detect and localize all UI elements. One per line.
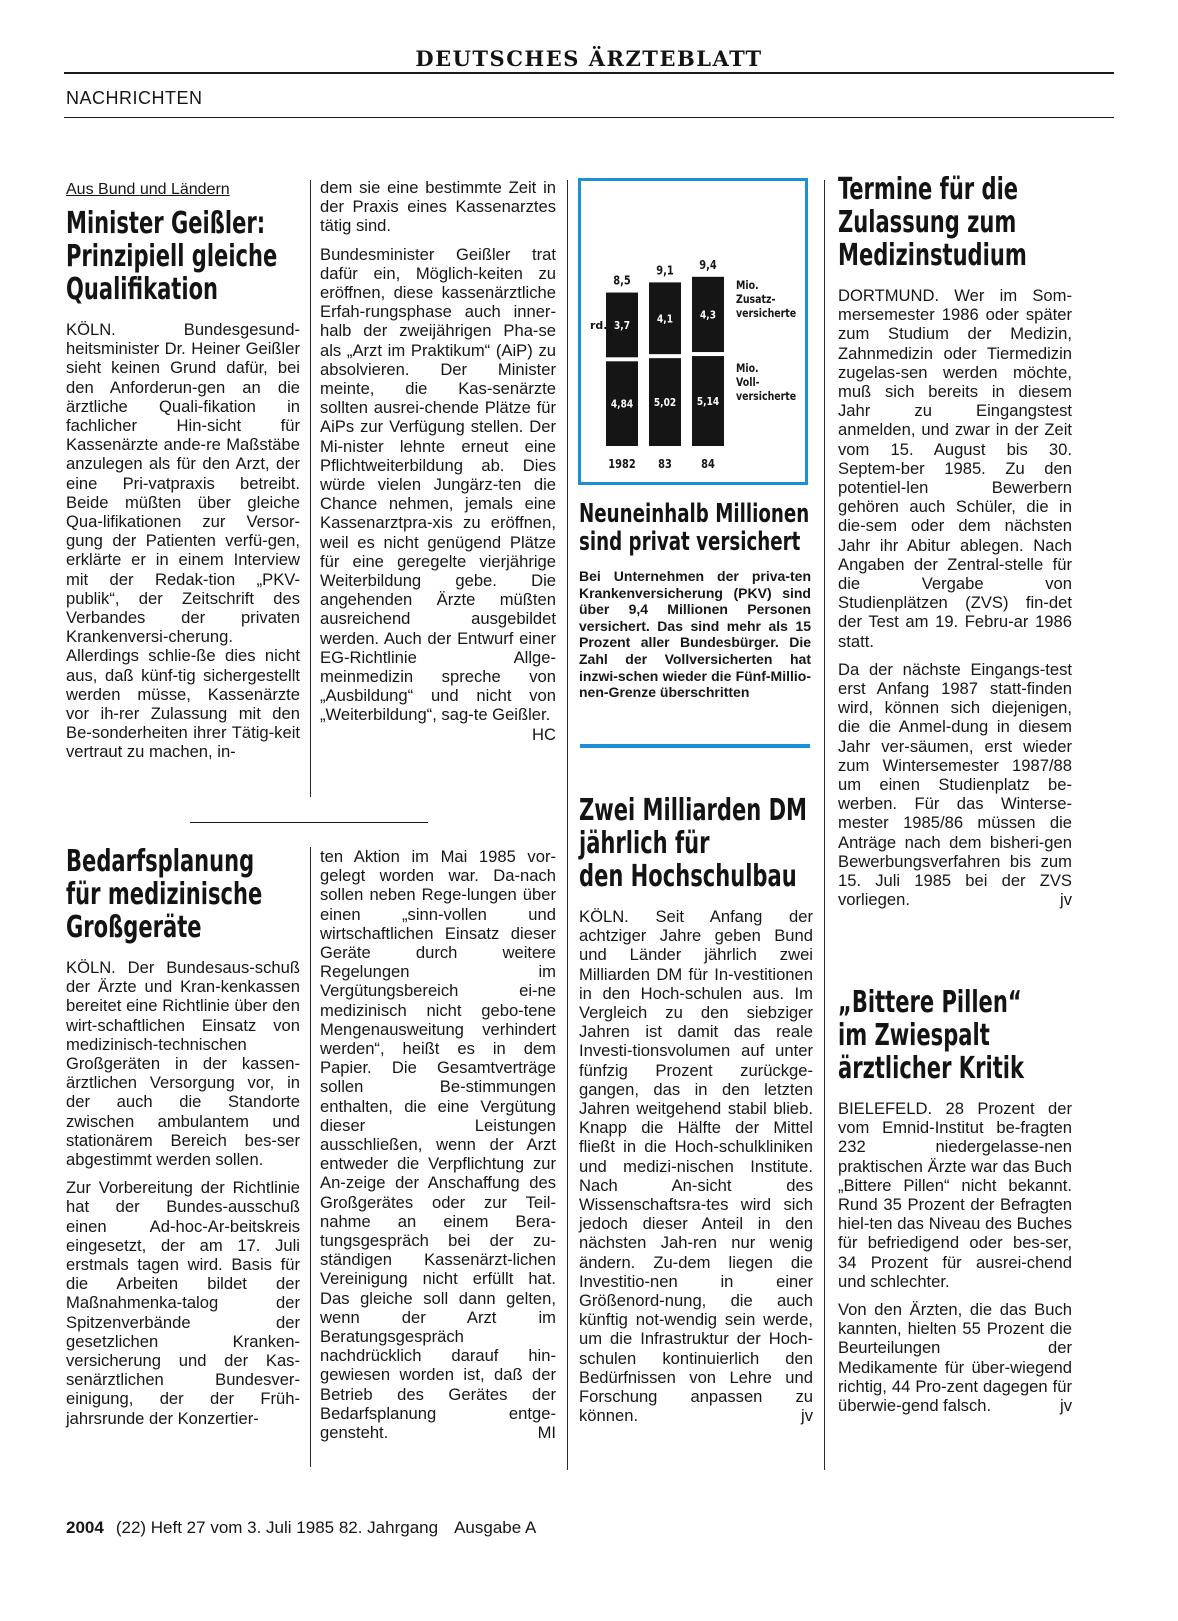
bar-value-label: 3,7: [614, 320, 630, 333]
article-headline: [838, 986, 1072, 1085]
headline-line: ärztlicher Kritik: [838, 1051, 1024, 1086]
x-tick-label: 1982: [608, 457, 636, 472]
article-headline: [66, 845, 300, 944]
bar-value-label: 5,02: [653, 397, 677, 410]
page-footer: [66, 1518, 536, 1538]
paragraph-text: KÖLN. Seit Anfang der achtziger Jahre geben Bund und Länder jährlich zwei Milliarden DM für In-vestitionen in den Hoch-schulen aus. Im Vergleich zu den siebziger Jahren ist damit das reale Investi-tionsvolumen auf unter fünfzig Prozent zurückge-gangen, das in den letzten Jahren weitgehend stabil blieb. Knapp die Hälfte der Mittel fließt in die Hoch-schulkliniken und medizi-nischen Institute. Nach An-sicht des Wissenschaftsra-tes wird sich jedoch dieser Anteil in den nächsten Jah-ren nur wenig ändern. Zu-dem liegen die Investitio-nen in einer Größenord-nung, die auch künftig not-wendig sein werde, um die Infrastruktur der Hoch-schulen kontinuierlich den Bedürfnissen von Lehre und Forschung anpassen zu können.: [579, 907, 813, 1426]
paragraph: Zur Vorbereitung der Richtlinie hat der Bundes-ausschuß einen Ad-hoc-Ar-beitskreis eingesetzt, der am 17. Juli erstmals tagen wird. Basis für die Arbeiten bildet der Maßnahmenka-talog der Spitzenverbände der gesetzlichen Kranken-versicherung und der Kas-senärztlichen Bundesver-einigung, der der Früh-jahrsrunde der Konzertier-: [66, 1178, 300, 1428]
bar-value-label: 5,14: [696, 396, 720, 409]
legend-zusatzversicherte: Zusatz-: [736, 292, 776, 307]
article-kicker: Aus Bund und Ländern: [66, 181, 230, 198]
article-body: [838, 286, 1072, 910]
paragraph: [838, 660, 1072, 910]
paragraph: DORTMUND. Wer im Som-mersemester 1986 oder später zum Studium der Medizin, Zahnmedizin oder Tiermedizin zugelas-sen werden möchte, muß sich bereits in diesem Jahr zu Eingangstest anmelden, und zwar in der Zeit vom 15. August bis 30. Septem-ber 1985. Zu den potentiel-len Bewerbern gehören auch Schüler, die in die-sem oder dem nächsten Jahr ihr Abitur ablegen. Nach Angaben der Zentral-stelle für die Vergabe von Studienplätzen (ZVS) fin-det der Test am 19. Febru-ar 1986 statt.: [838, 286, 1072, 651]
article-body-col2: [320, 178, 556, 744]
headline-line: im Zwiespalt: [838, 1018, 990, 1053]
legend-vollversicherte: versicherte: [736, 390, 797, 404]
masthead-rule-bottom: [64, 117, 1114, 118]
article-body-col2: [320, 847, 556, 1442]
paragraph-text: Da der nächste Eingangs-test erst Anfang 1987 statt-finden wird, können sich diejenigen, die die Anmel-dung in diesem Jahr ver-säumen, erst wieder zum Wintersemester 1987/88 um einen Studienplatz be-werben. Für das Winterse-mester 1985/86 müssen die Anträge nach dem bisheri-gen Bewerbungsverfahren bis zum 15. Juli 1985 bei der ZVS vorliegen.: [838, 659, 1072, 910]
article-hochschul: [579, 794, 813, 1425]
author-signature: jv: [801, 1406, 813, 1426]
headline-line: sind privat versichert: [579, 527, 801, 557]
bar-value-label: 4,1: [657, 313, 673, 326]
paragraph: BIELEFELD. 28 Prozent der vom Emnid-Institut be-fragten 232 niedergelasse-nen praktischen Ärzte war das Buch „Bittere Pillen“ nicht bekannt. Rund 35 Prozent der Befragten hiel-ten das Niveau des Buches für befriedigend oder bes-ser, 34 Prozent für ausrei-chend und schlechter.: [838, 1099, 1072, 1291]
headline-line: den Hochschulbau: [579, 859, 797, 894]
masthead-rule-top: [64, 72, 1114, 74]
headline-line: Großgeräte: [66, 910, 202, 945]
author-signature: jv: [1060, 1396, 1072, 1416]
article-headline: [66, 207, 300, 306]
article-separator: [190, 822, 428, 823]
page-number: 2004: [66, 1518, 104, 1537]
article-body: [838, 1099, 1072, 1415]
headline-line: Medizinstudium: [838, 238, 1027, 273]
paragraph: [838, 1300, 1072, 1415]
bar-value-label: 4,84: [610, 398, 634, 411]
article-body-col1: [66, 320, 300, 762]
column-divider: [310, 847, 311, 1467]
accent-rule: [580, 744, 810, 748]
article-pkv: [579, 500, 811, 701]
paragraph: [579, 907, 813, 1425]
article-body: [579, 907, 813, 1425]
headline-line: Zulassung zum: [838, 205, 1017, 240]
headline-line: „Bittere Pillen“: [838, 985, 1022, 1020]
article-pillen: [838, 986, 1072, 1415]
author-signature: jv: [1060, 890, 1072, 910]
article-body-col1: [66, 958, 300, 1428]
paragraph: [320, 244, 556, 744]
article-bedarf: [66, 845, 300, 1428]
article-headline: [838, 173, 1072, 272]
insurance-bar-chart: [578, 178, 808, 485]
headline-line: Prinzipiell gleiche: [66, 239, 278, 274]
total-value-label: 9,4: [699, 257, 717, 273]
rd-prefix: rd.: [590, 318, 608, 332]
issue-info: (22) Heft 27 vom 3. Juli 1985 82. Jahrgang: [115, 1518, 439, 1537]
headline-line: jährlich für: [579, 826, 710, 861]
column-divider: [567, 180, 568, 1470]
article-geissler: [66, 180, 300, 762]
headline-line: für medizinische: [66, 877, 263, 912]
article-termine: [838, 173, 1072, 910]
author-signature: HC: [532, 724, 556, 744]
headline-line: Zwei Milliarden DM: [579, 793, 808, 828]
paragraph: [320, 847, 556, 1442]
paragraph-text: Von den Ärzten, die das Buch kannten, hielten 55 Prozent die Beurteilungen der Medikamente für über-wiegend richtig, 44 Pro-zent dagegen für überwie-gend falsch.: [838, 1300, 1072, 1416]
insurance-chart: [578, 178, 808, 485]
section-label: NACHRICHTEN: [66, 88, 203, 108]
headline-line: Neuneinhalb Millionen: [579, 499, 810, 529]
legend-zusatzversicherte: versicherte: [736, 306, 797, 321]
paragraph: KÖLN. Bundesgesund-heitsminister Dr. Heiner Geißler sieht keinen Grund dafür, bei den Anforderun-gen an die ärztliche Quali-fikation in fachlicher Hin-sicht für Kassenärzte ande-re Maßstäbe anzulegen als für den Arzt, der eine Pri-vatpraxis betreibt. Beide müßten über gleiche Qua-lifikationen zur Versor-gung der Patienten verfü-gen, erklärte er in einem Interview mit der Redak-tion „PKV-publik“, der Zeitschrift des Verbandes der privaten Krankenversi-cherung. Allerdings schlie-ße dies nicht aus, daß künf-tig sichergestellt werden müsse, Kassenärzte vor ih-rer Zulassung mit den Be-sonderheiten ihrer Tätig-keit vertraut zu machen, in-: [66, 320, 300, 762]
column-divider: [310, 180, 311, 797]
x-tick-label: 84: [701, 457, 715, 472]
total-value-label: 8,5: [613, 273, 631, 288]
edition-label: Ausgabe A: [454, 1518, 537, 1537]
article-teaser: Bei Unternehmen der priva-ten Krankenversicherung (PKV) sind über 9,4 Millionen Personen versichert. Das sind mehr als 15 Prozent aller Bundesbürger. Die Zahl der Vollversicherten hat inzwi-schen wieder die Fünf-Millio-nen-Grenze überschritten: [579, 568, 811, 701]
author-signature: MI: [537, 1423, 556, 1443]
legend-vollversicherte: Mio.: [736, 362, 759, 376]
legend-vollversicherte: Voll-: [736, 376, 760, 390]
bar-value-label: 4,3: [700, 309, 716, 322]
headline-line: Termine für die: [838, 172, 1019, 207]
paragraph: KÖLN. Der Bundesaus-schuß der Ärzte und Kran-kenkassen bereitet eine Richtlinie über den wirt-schaftlichen Einsatz von medizinisch-technischen Großgeräten in der kassen-ärztlichen Versorgung vor, in der auch die Standorte zwischen ambulantem und stationärem Bereich bes-ser abgestimmt werden sollen.: [66, 958, 300, 1170]
paragraph-text: ten Aktion im Mai 1985 vor-gelegt worden war. Da-nach sollen neben Rege-lungen über einen „sinn-vollen und wirtschaftlichen Einsatz dieser Geräte durch weitere Regelungen im Vergütungsbereich ei-ne medizinisch nicht gebo-tene Mengenausweitung verhindert werden“, heißt es in dem Papier. Die Gesamtverträge sollen Be-stimmungen enthalten, die eine Vergütung dieser Leistungen ausschließen, wenn der Arzt entweder die Verpflichtung zur An-zeige der Anschaffung des Großgerätes oder zur Teil-nahme an einem Bera-tungsgespräch bei der zu-ständigen Kassenärzt-lichen Vereinigung nicht erfüllt hat. Das gleiche soll dann gelten, wenn der Arzt im Beratungsgespräch nachdrücklich darauf hin-gewiesen worden ist, daß der Betrieb des Gerätes der Bedarfsplanung entge-gensteht.: [320, 847, 556, 1443]
headline-line: Bedarfsplanung: [66, 844, 255, 879]
column-divider: [824, 180, 825, 1470]
paragraph: dem sie eine bestimmte Zeit in der Praxis eines Kassenarztes tätig sind.: [320, 178, 556, 236]
article-geissler-col2: [320, 178, 556, 744]
paragraph-text: Bundesminister Geißler trat dafür ein, Möglich-keiten zu eröffnen, diese kassenärztliche Erfah-rungsphase auch inner-halb der zweijährigen Pha-se als „Arzt im Praktikum“ (AiP) zu absolvieren. Der Minister meinte, die Kas-senärzte sollten ausrei-chende Plätze für AiPs zur Verfügung stellen. Der Mi-nister lehnte erneut eine Pflichtweiterbildung ab. Dies würde vielen Jungärz-ten die Chance nehmen, jemals eine Kassenarztpra-xis zu eröffnen, weil es nicht genügend Plätze für eine geregelte vierjährige Weiterbildung gebe. Die angehenden Ärzte müßten ausreichend ausgebildet werden. Auch der Entwurf einer EG-Richtlinie Allge-meinmedizin spreche von „Ausbildung“ und nicht von „Weiterbildung“, sag-te Geißler.: [320, 244, 556, 725]
article-headline: [579, 794, 813, 893]
masthead-title: DEUTSCHES ÄRZTEBLATT: [415, 46, 763, 71]
total-value-label: 9,1: [656, 263, 674, 278]
article-bedarf-col2: [320, 847, 556, 1442]
headline-line: Minister Geißler:: [66, 206, 266, 241]
legend-zusatzversicherte: Mio.: [736, 278, 759, 293]
x-tick-label: 83: [658, 457, 672, 472]
article-headline: [579, 500, 811, 556]
headline-line: Qualifikation: [66, 272, 219, 307]
